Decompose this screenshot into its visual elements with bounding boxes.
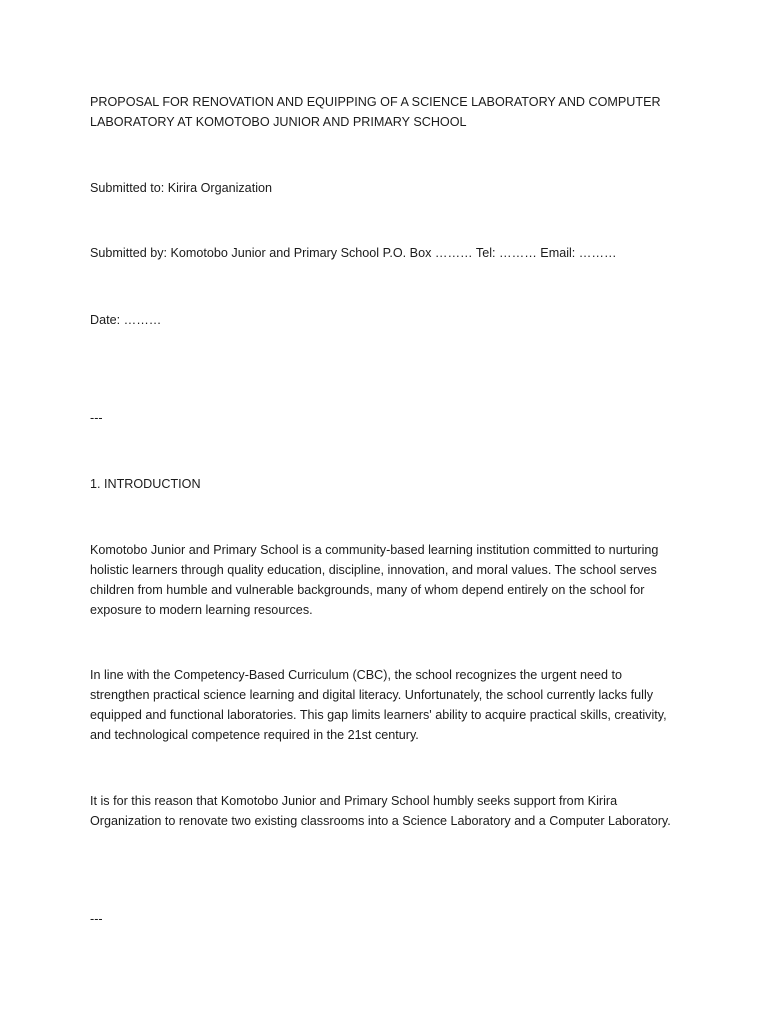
document-title-line-2: LABORATORY AT KOMOTOBO JUNIOR AND PRIMARY SCHOOL [90, 115, 467, 129]
paragraph-line: In line with the Competency-Based Curriculum (CBC), the school recognizes the urgent need to [90, 668, 622, 682]
paragraph-line: and technological competence required in the 21st century. [90, 728, 419, 742]
paragraph-line: children from humble and vulnerable backgrounds, many of whom depend entirely on the school for [90, 583, 645, 597]
separator-top: --- [90, 411, 103, 425]
submitted-to: Submitted to: Kirira Organization [90, 181, 272, 195]
paragraph-line: strengthen practical science learning and digital literacy. Unfortunately, the school currently lacks fully [90, 688, 654, 702]
paragraph-line: equipped and functional laboratories. This gap limits learners' ability to acquire practical skills, creativity, [90, 708, 667, 722]
submitted-by: Submitted by: Komotobo Junior and Primary School P.O. Box ……… Tel: ……… Email: ……… [90, 246, 617, 260]
document-title-line-1: PROPOSAL FOR RENOVATION AND EQUIPPING OF A SCIENCE LABORATORY AND COMPUTER [90, 95, 661, 109]
paragraph-line: Organization to renovate two existing classrooms into a Science Laboratory and a Computer Laboratory. [90, 814, 671, 828]
paragraph-line: Komotobo Junior and Primary School is a community-based learning institution committed to nurturing [90, 543, 659, 557]
section-heading-introduction: 1. INTRODUCTION [90, 477, 201, 491]
paragraph-line: holistic learners through quality education, discipline, innovation, and moral values. The school serves [90, 563, 657, 577]
separator-bottom: --- [90, 912, 103, 926]
intro-paragraph-1 [90, 540, 690, 620]
intro-paragraph-3 [90, 791, 690, 831]
date-line: Date: ……… [90, 313, 162, 327]
intro-paragraph-2 [90, 665, 690, 745]
paragraph-line: exposure to modern learning resources. [90, 603, 313, 617]
paragraph-line: It is for this reason that Komotobo Junior and Primary School humbly seeks support from Kirira [90, 794, 618, 808]
